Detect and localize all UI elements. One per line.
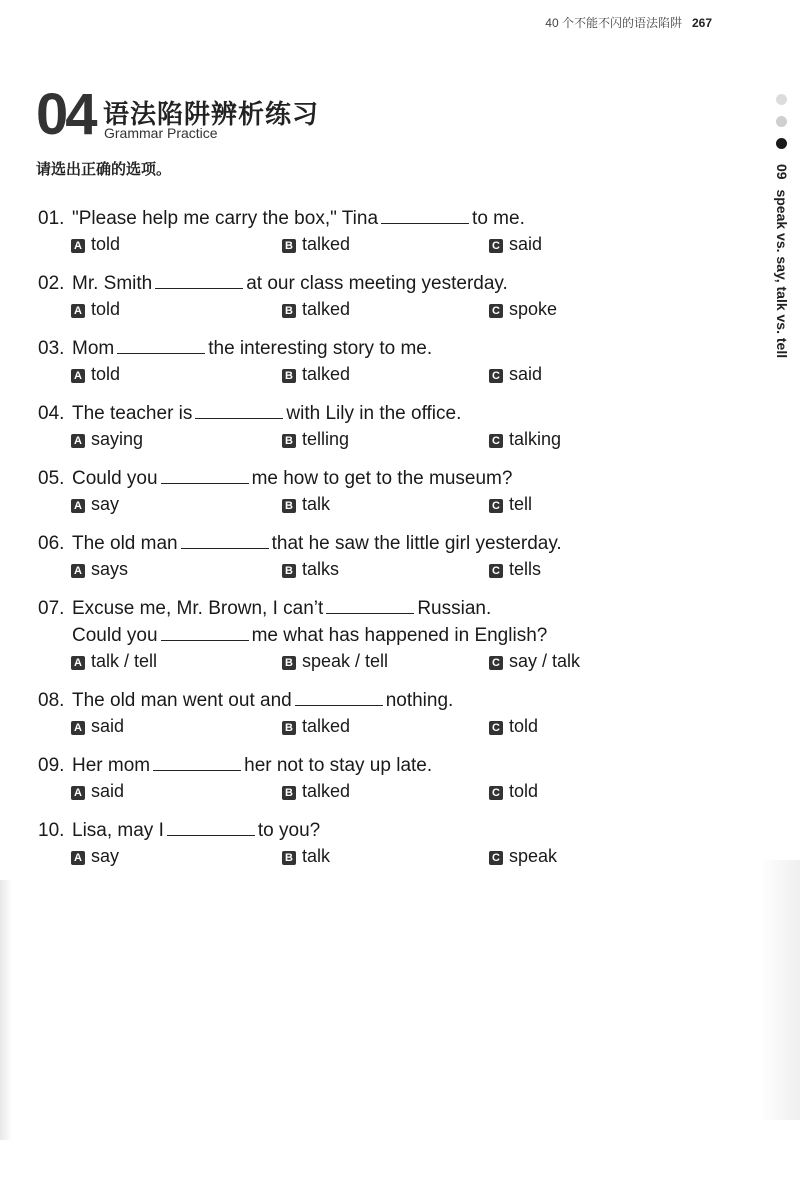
question-list: [38, 205, 678, 882]
option-a: [71, 492, 119, 516]
option-letter-b: B: [282, 721, 296, 735]
question-text: me how to get to the museum?: [251, 468, 513, 489]
option-c: [489, 649, 580, 673]
option-letter-c: C: [489, 564, 503, 578]
question-text: Excuse me, Mr. Brown, I can’t: [72, 598, 324, 619]
option-a: [71, 844, 119, 868]
question-number: 10.: [38, 820, 65, 841]
option-a: [71, 297, 120, 321]
option-text: tell: [509, 494, 533, 514]
option-c: [489, 362, 542, 386]
answer-blank: [117, 335, 205, 354]
option-letter-b: B: [282, 239, 296, 253]
question-text: Mom: [72, 338, 115, 359]
option-letter-a: A: [71, 239, 85, 253]
question-number: 03.: [38, 338, 65, 359]
option-a: [71, 557, 128, 581]
question-text: the interesting story to me.: [208, 338, 433, 359]
header-text: 40 个不能不闪的语法陷阱: [545, 16, 682, 30]
option-letter-b: B: [282, 786, 296, 800]
options-row: [71, 492, 678, 516]
option-letter-a: A: [71, 499, 85, 513]
option-text: talked: [302, 234, 351, 254]
option-letter-a: A: [71, 656, 85, 670]
option-b: [282, 844, 330, 868]
option-c: [489, 779, 538, 803]
answer-blank: [195, 400, 283, 419]
option-b: [282, 427, 349, 451]
option-text: talked: [302, 364, 351, 384]
answer-blank: [295, 687, 383, 706]
option-a: [71, 779, 124, 803]
option-letter-a: A: [71, 304, 85, 318]
section-title-en: Grammar Practice: [104, 125, 218, 141]
dot-marker-active: [776, 138, 787, 149]
question: [38, 595, 678, 673]
option-text: talk: [302, 846, 331, 866]
answer-blank: [153, 752, 241, 771]
option-letter-a: A: [71, 369, 85, 383]
question-text: me what has happened in English?: [251, 625, 548, 646]
question-text: that he saw the little girl yesterday.: [271, 533, 562, 554]
section-number: 04: [36, 82, 95, 147]
option-letter-c: C: [489, 786, 503, 800]
option-text: say: [91, 494, 120, 514]
option-letter-c: C: [489, 239, 503, 253]
answer-blank: [167, 817, 255, 836]
option-letter-c: C: [489, 434, 503, 448]
option-letter-c: C: [489, 851, 503, 865]
option-text: talk / tell: [91, 651, 158, 671]
option-a: [71, 232, 120, 256]
option-text: talk: [302, 494, 331, 514]
question-number: 08.: [38, 690, 65, 711]
option-text: said: [509, 364, 543, 384]
question-text: Could you: [72, 468, 158, 489]
option-text: telling: [302, 429, 350, 449]
question-text: The old man went out and: [72, 690, 292, 711]
option-b: [282, 492, 330, 516]
options-row: [71, 557, 678, 581]
question-text: The old man: [72, 533, 178, 554]
question-number: 02.: [38, 273, 65, 294]
sidebar-chapter-label: [774, 164, 790, 358]
option-letter-a: A: [71, 564, 85, 578]
option-text: speak: [509, 846, 558, 866]
question: [38, 400, 678, 451]
option-letter-c: C: [489, 656, 503, 670]
question: [38, 752, 678, 803]
question-number: 05.: [38, 468, 65, 489]
option-text: told: [91, 234, 121, 254]
question-text: "Please help me carry the box," Tina: [72, 208, 379, 229]
answer-blank: [181, 530, 269, 549]
option-a: [71, 362, 120, 386]
question-text: to me.: [472, 208, 525, 229]
options-row: [71, 714, 678, 738]
options-row: [71, 427, 678, 451]
option-b: [282, 714, 350, 738]
question-number: 01.: [38, 208, 65, 229]
option-b: [282, 232, 350, 256]
option-letter-c: C: [489, 304, 503, 318]
option-b: [282, 779, 350, 803]
option-letter-b: B: [282, 499, 296, 513]
question-text: The teacher is: [72, 403, 193, 424]
question: [38, 270, 678, 321]
option-a: [71, 427, 143, 451]
option-a: [71, 649, 157, 673]
question-text: at our class meeting yesterday.: [246, 273, 508, 294]
question-number: 06.: [38, 533, 65, 554]
question: [38, 465, 678, 516]
option-text: told: [91, 364, 121, 384]
option-a: [71, 714, 124, 738]
option-text: speak / tell: [302, 651, 389, 671]
question-text: Her mom: [72, 755, 151, 776]
question-number: 07.: [38, 598, 65, 619]
option-c: [489, 297, 557, 321]
option-text: spoke: [509, 299, 558, 319]
page-edge-shadow: [760, 860, 800, 1120]
option-text: talked: [302, 781, 351, 801]
option-text: said: [91, 781, 125, 801]
question-text: Russian.: [417, 598, 492, 619]
question: [38, 687, 678, 738]
answer-blank: [381, 205, 469, 224]
option-c: [489, 427, 561, 451]
question-number: 04.: [38, 403, 65, 424]
options-row: [71, 844, 678, 868]
options-row: [71, 779, 678, 803]
answer-blank: [161, 465, 249, 484]
option-text: say / talk: [509, 651, 581, 671]
sidebar-number: 09: [774, 164, 790, 180]
option-letter-b: B: [282, 369, 296, 383]
option-text: talking: [509, 429, 562, 449]
option-text: says: [91, 559, 129, 579]
option-text: talks: [302, 559, 340, 579]
option-letter-b: B: [282, 564, 296, 578]
option-text: talked: [302, 299, 351, 319]
question-text: her not to stay up late.: [244, 755, 433, 776]
option-letter-c: C: [489, 369, 503, 383]
option-letter-a: A: [71, 786, 85, 800]
option-letter-b: B: [282, 434, 296, 448]
running-header: [545, 14, 712, 31]
option-text: saying: [91, 429, 144, 449]
option-letter-c: C: [489, 721, 503, 735]
option-letter-a: A: [71, 851, 85, 865]
question: [38, 205, 678, 256]
option-c: [489, 492, 532, 516]
option-c: [489, 557, 541, 581]
answer-blank: [161, 622, 249, 641]
question-text: Mr. Smith: [72, 273, 153, 294]
dot-marker: [776, 94, 787, 105]
question-text: Could you: [72, 625, 158, 646]
option-c: [489, 844, 557, 868]
option-b: [282, 297, 350, 321]
sidebar-title: speak vs. say, talk vs. tell: [774, 189, 790, 359]
option-letter-a: A: [71, 721, 85, 735]
question-text: nothing.: [385, 690, 454, 711]
option-c: [489, 714, 538, 738]
page-edge-shadow: [0, 880, 12, 1140]
section-title-cn: 语法陷阱辨析练习: [103, 99, 320, 129]
option-letter-b: B: [282, 656, 296, 670]
option-c: [489, 232, 542, 256]
option-letter-b: B: [282, 304, 296, 318]
option-letter-c: C: [489, 499, 503, 513]
option-text: tells: [509, 559, 542, 579]
option-text: told: [509, 781, 539, 801]
option-text: talked: [302, 716, 351, 736]
question: [38, 335, 678, 386]
chapter-dots: [776, 94, 787, 160]
instruction: 请选出正确的选项。: [36, 161, 172, 178]
answer-blank: [326, 595, 414, 614]
options-row: [71, 232, 678, 256]
question: [38, 530, 678, 581]
options-row: [71, 297, 678, 321]
option-b: [282, 362, 350, 386]
options-row: [71, 362, 678, 386]
option-text: told: [509, 716, 539, 736]
option-letter-b: B: [282, 851, 296, 865]
option-b: [282, 557, 339, 581]
option-text: said: [91, 716, 125, 736]
option-text: said: [509, 234, 543, 254]
option-letter-a: A: [71, 434, 85, 448]
question-text: with Lily in the office.: [286, 403, 462, 424]
question-number: 09.: [38, 755, 65, 776]
question-text: to you?: [257, 820, 321, 841]
question-text: Lisa, may I: [72, 820, 164, 841]
page-number: 267: [691, 16, 712, 30]
option-text: told: [91, 299, 121, 319]
option-text: say: [91, 846, 120, 866]
question: [38, 817, 678, 868]
options-row: [71, 649, 678, 673]
option-b: [282, 649, 388, 673]
answer-blank: [155, 270, 243, 289]
dot-marker: [776, 116, 787, 127]
